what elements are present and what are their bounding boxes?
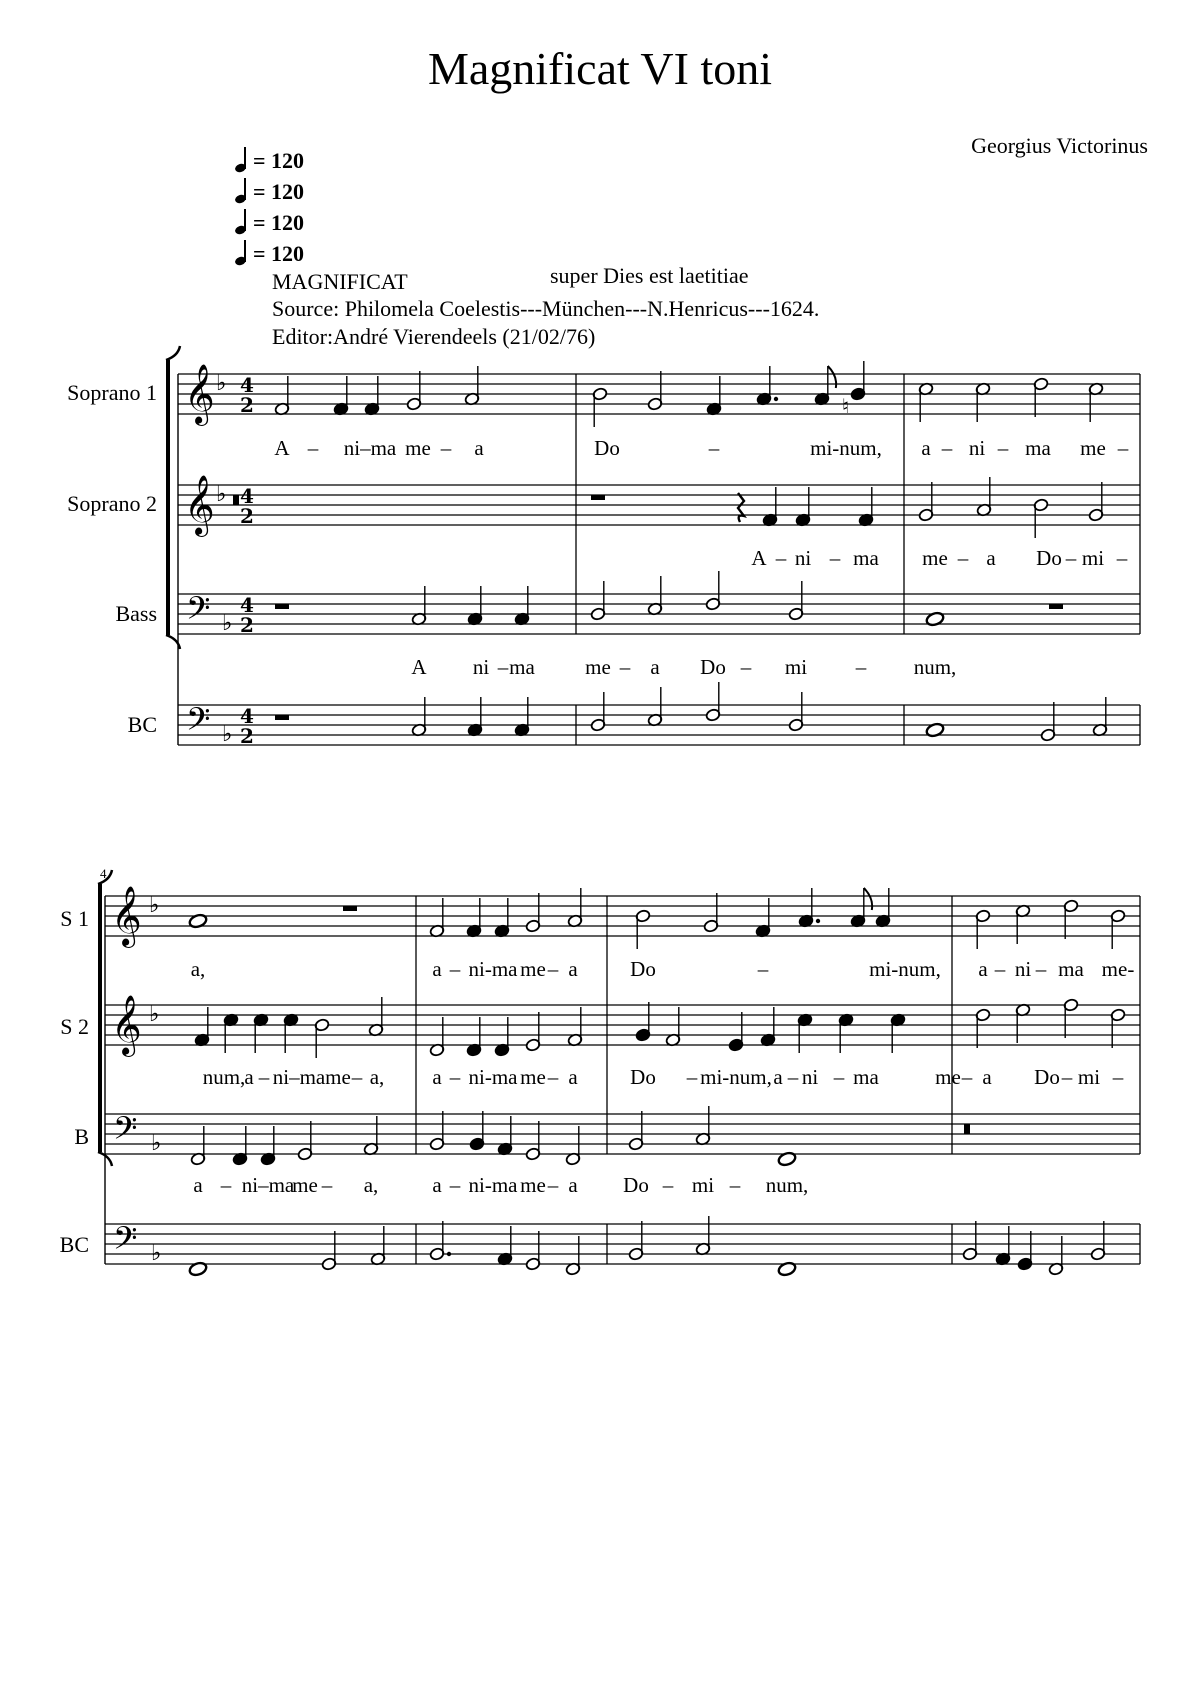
flat-sign-icon: ♭ bbox=[216, 371, 227, 396]
flat-sign-icon: ♭ bbox=[149, 893, 160, 918]
whole-note bbox=[777, 1151, 797, 1167]
time-signature-numerator: 4 bbox=[240, 484, 254, 508]
staff-label-s2: S 2 bbox=[60, 1014, 89, 1039]
whole-note bbox=[925, 722, 945, 738]
quarter-rest bbox=[738, 493, 744, 522]
flat-sign-icon: ♭ bbox=[149, 1002, 160, 1027]
staff-label-s1: S 1 bbox=[60, 906, 89, 931]
whole-rest bbox=[275, 715, 289, 720]
composer-name: Georgius Victorinus bbox=[971, 133, 1148, 158]
bass-clef-icon: 𝄢 bbox=[113, 1110, 138, 1154]
flat-sign-icon: ♭ bbox=[151, 1241, 162, 1266]
treble-clef-icon: 𝄞 bbox=[111, 995, 142, 1055]
bracket-top-hook bbox=[166, 346, 180, 360]
tempo-mark: = 120 bbox=[233, 241, 304, 267]
tempo-mark: = 120 bbox=[233, 148, 304, 174]
source-note: Source: Philomela Coelestis---München---N.Henricus---1624. bbox=[272, 296, 820, 321]
measure-number: 4 bbox=[100, 866, 107, 881]
whole-rest bbox=[275, 604, 289, 609]
breve-rest bbox=[233, 495, 239, 505]
treble-clef-icon: 𝄞 bbox=[184, 364, 215, 424]
tempo-mark: = 120 bbox=[233, 210, 304, 236]
treble-clef-icon: 𝄞 bbox=[111, 886, 142, 946]
whole-note bbox=[777, 1261, 797, 1277]
staff-label-soprano2: Soprano 2 bbox=[67, 491, 157, 516]
time-signature-numerator: 4 bbox=[240, 704, 254, 728]
bass-clef-icon: 𝄢 bbox=[186, 590, 211, 634]
score-title: Magnificat VI toni bbox=[427, 43, 773, 94]
augmentation-dot bbox=[447, 1252, 451, 1256]
time-signature-denominator: 2 bbox=[240, 724, 254, 748]
bracket-top-hook bbox=[98, 870, 112, 884]
whole-note bbox=[188, 913, 208, 929]
note-flag bbox=[864, 888, 872, 910]
system-bracket bbox=[98, 884, 102, 1152]
note-flag bbox=[828, 366, 836, 388]
system-bracket bbox=[166, 360, 170, 635]
staff-label-bass: Bass bbox=[115, 601, 157, 626]
staff-label-bc: BC bbox=[127, 712, 157, 737]
flat-sign-icon: ♭ bbox=[216, 482, 227, 507]
treble-clef-icon: 𝄞 bbox=[184, 475, 215, 535]
augmentation-dot bbox=[816, 919, 820, 923]
tempo-mark: = 120 bbox=[233, 179, 304, 205]
time-signature-numerator: 4 bbox=[240, 373, 254, 397]
time-signature-denominator: 2 bbox=[240, 504, 254, 528]
staff-label-b: B bbox=[74, 1124, 89, 1149]
whole-note bbox=[925, 611, 945, 627]
whole-rest bbox=[1049, 604, 1063, 609]
time-signature-denominator: 2 bbox=[240, 613, 254, 637]
bass-clef-icon: 𝄢 bbox=[186, 701, 211, 745]
time-signature-numerator: 4 bbox=[240, 593, 254, 617]
breve-rest bbox=[964, 1124, 970, 1134]
staff-label-bc2: BC bbox=[59, 1232, 89, 1257]
staff-label-soprano1: Soprano 1 bbox=[67, 380, 157, 405]
time-signature-denominator: 2 bbox=[240, 393, 254, 417]
work-heading: MAGNIFICAT bbox=[272, 269, 408, 294]
flat-sign-icon: ♭ bbox=[222, 722, 233, 747]
natural-sign-icon: ♮ bbox=[842, 394, 850, 418]
flat-sign-icon: ♭ bbox=[151, 1131, 162, 1156]
augmentation-dot bbox=[774, 397, 778, 401]
whole-note bbox=[188, 1261, 208, 1277]
whole-rest bbox=[343, 906, 357, 911]
whole-rest bbox=[591, 495, 605, 500]
bass-clef-icon: 𝄢 bbox=[113, 1220, 138, 1264]
work-subheading: super Dies est laetitiae bbox=[550, 263, 749, 288]
editor-note: Editor:André Vierendeels (21/02/76) bbox=[272, 324, 596, 349]
flat-sign-icon: ♭ bbox=[222, 611, 233, 636]
